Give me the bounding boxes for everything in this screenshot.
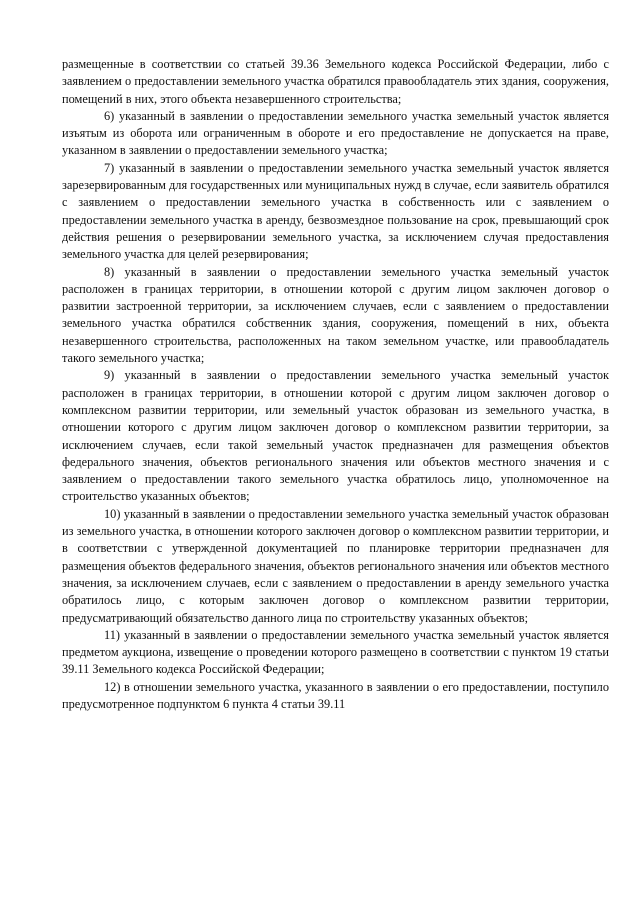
paragraph-item-10: 10) указанный в заявлении о предоставлении земельного участка земельный участок образован из земельного участка, в отношении которого заключен договор о комплексном развитии территории, и в соответствии с утвержденной документацией по планировке территории предназначен для размещения объектов федерального значения, объектов регионального значения или объектов местного значения, за исключением случаев, если с заявлением о предоставлении в аренду земельного участка обратилось лицо, с которым заключен договор о комплексном развитии территории, предусматривающий обязательство данного лица по строительству указанных объектов; bbox=[62, 506, 609, 625]
paragraph-item-9: 9) указанный в заявлении о предоставлении земельного участка земельный участок расположен в границах территории, в отношении которой с другим лицом заключен договор о комплексном развитии территории, или земельный участок образован из земельного участка, в отношении которого с другим лицом заключен договор о комплексном развитии территории, за исключением случаев, если такой земельный участок предназначен для размещения объектов федерального значения, объектов регионального значения или объектов местного значения и с заявлением о предоставлении такого земельного участка обратилось лицо, уполномоченное на строительство указанных объектов; bbox=[62, 368, 609, 504]
paragraph-item-6: 6) указанный в заявлении о предоставлении земельного участка земельный участок является изъятым из оборота или ограниченным в обороте и его предоставление не допускается на праве, указанном в заявлении о предоставлении земельного участка; bbox=[62, 108, 609, 158]
paragraph-item-7: 7) указанный в заявлении о предоставлении земельного участка земельный участок является зарезервированным для государственных или муниципальных нужд в случае, если заявитель обратился с заявлением о предоставлении земельного участка в собственность или с заявлением о предоставлении земельного участка в аренду, безвозмездное пользование на срок, превышающий срок действия решения о резервировании земельного участка, за исключением случая предоставления земельного участка для целей резервирования; bbox=[62, 160, 609, 262]
document-page bbox=[62, 56, 609, 713]
paragraph-item-8: 8) указанный в заявлении о предоставлении земельного участка земельный участок расположен в границах территории, в отношении которой с другим лицом заключен договор о развитии застроенной территории, за исключением случаев, если с заявлением о предоставлении земельного участка обратился собственник здания, сооружения, помещений в них, объекта незавершенного строительства, расположенных на таком земельном участке, или правообладатель такого земельного участка; bbox=[62, 264, 609, 366]
paragraph-item-11: 11) указанный в заявлении о предоставлении земельного участка земельный участок является предметом аукциона, извещение о проведении которого размещено в соответствии с пунктом 19 статьи 39.11 Земельного кодекса Российской Федерации; bbox=[62, 627, 609, 677]
paragraph-continuation: размещенные в соответствии со статьей 39.36 Земельного кодекса Российской Федерации, либо с заявлением о предоставлении земельного участка обратился правообладатель этих здания, сооружения, помещений в них, этого объекта незавершенного строительства; bbox=[62, 57, 609, 106]
paragraph-item-12: 12) в отношении земельного участка, указанного в заявлении о его предоставлении, поступило предусмотренное подпунктом 6 пункта 4 статьи 39.11 bbox=[62, 679, 609, 711]
